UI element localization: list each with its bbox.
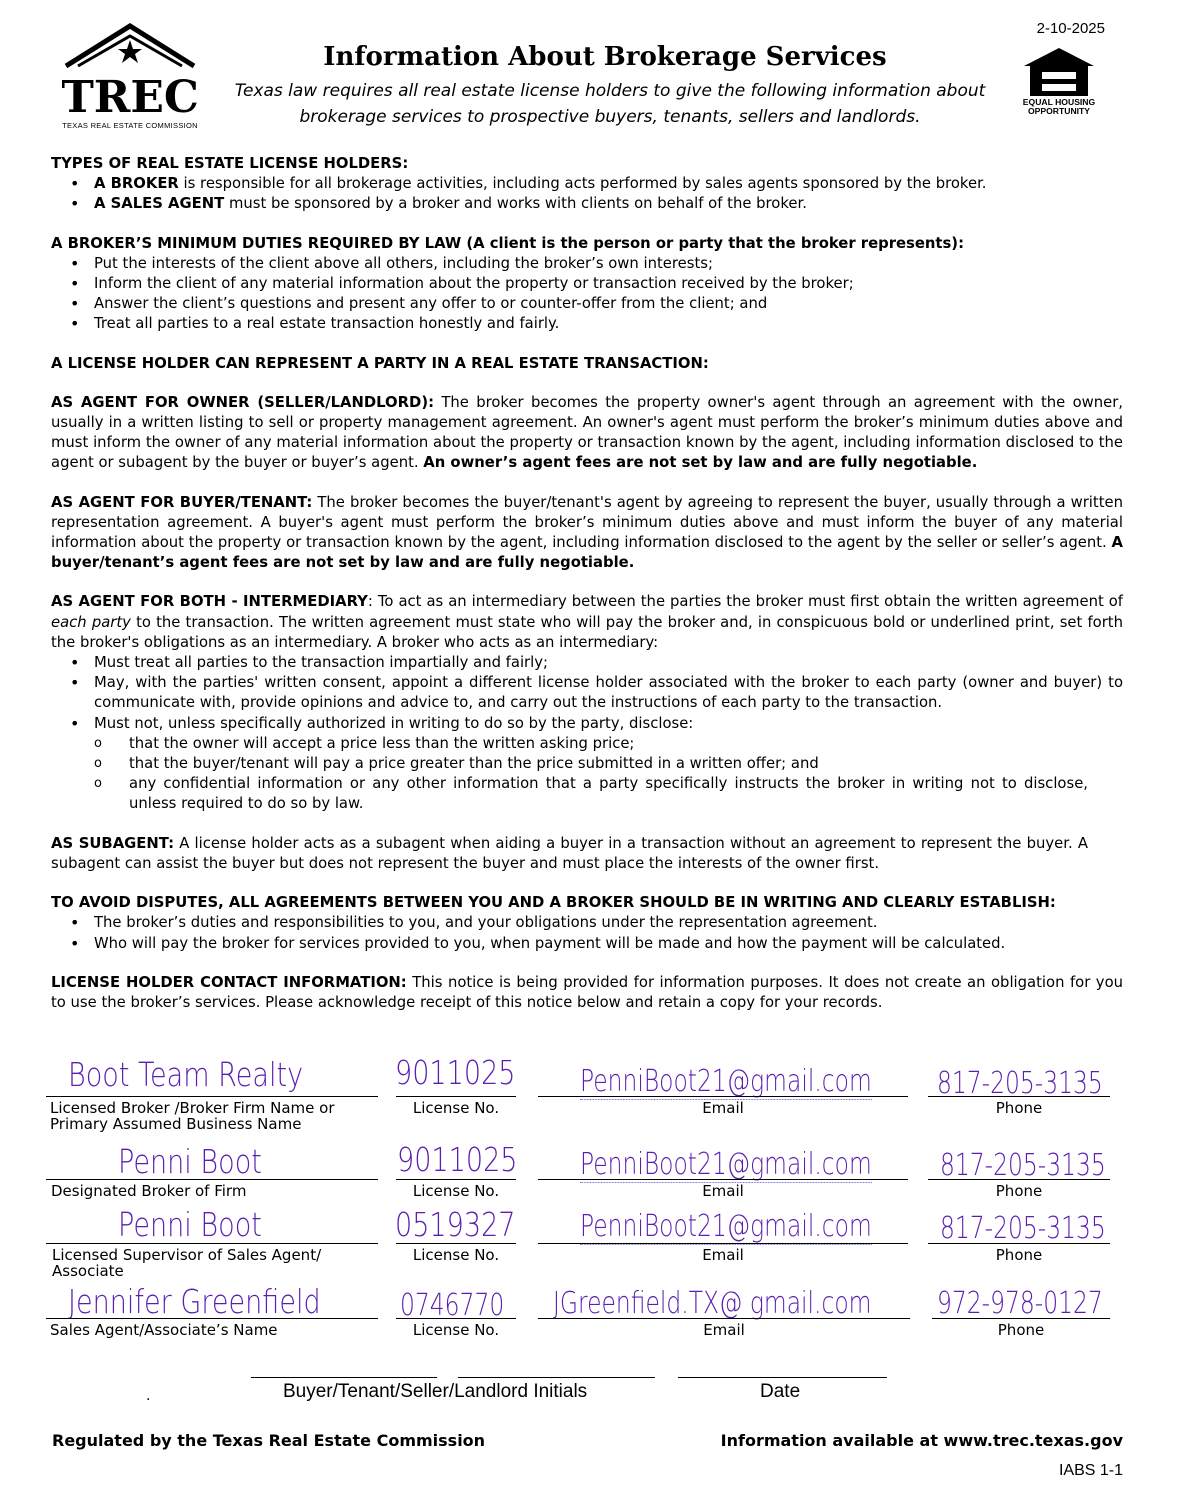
email-label: Email [702,1182,744,1200]
list-item: • The broker’s duties and responsibilities to you, and your obligations under the representation agreement. [94,913,1123,933]
sales-agent-license-value[interactable]: 0746770 [400,1288,505,1323]
svg-text:TREC: TREC [62,72,198,123]
form-date: 2-10-2025 [1036,20,1105,37]
designated-broker-license-value[interactable]: 9011025 [397,1140,518,1179]
phone-label: Phone [995,1246,1043,1264]
date-label: Date [760,1381,801,1402]
sublist-item: o that the owner will accept a price less than the written asking price; [129,734,1123,754]
page-subtitle [220,78,1000,130]
license-label: License No. [412,1099,500,1117]
trec-logo [62,22,198,132]
trec-roof-icon [62,22,198,132]
types-list [51,174,1123,214]
sales-agent-email-value[interactable]: JGreenfield.TX@ gmail.com [553,1286,872,1321]
duties-list [51,254,1123,335]
phone-label: Phone [995,1182,1043,1200]
broker-firm-license-value[interactable]: 9011025 [395,1053,516,1092]
broker-firm-name-value[interactable]: Boot Team Realty [68,1055,304,1094]
phone-label: Phone [997,1321,1045,1339]
sales-agent-name-value[interactable]: Jennifer Greenfield [68,1282,321,1321]
initials-line-1[interactable] [251,1377,437,1378]
types-heading: TYPES OF REAL ESTATE LICENSE HOLDERS: [51,155,409,172]
subagent-paragraph: AS SUBAGENT: A license holder acts as a subagent when aiding a buyer in a transaction without an agreement to represent the buyer. A subagent can assist the buyer but does not represent the buyer and must place the interests of the owner first. [51,834,1088,872]
svg-text:EQUAL HOUSING: EQUAL HOUSING [1022,97,1096,107]
list-item: • Who will pay the broker for services provided to you, when payment will be made and how the payment will be calculated. [94,934,1123,954]
sublist-item: o any confidential information or any other information that a party specifically instructs the broker in writing not to disclose, unless required to do so by law. [129,774,1123,814]
list-item: • A BROKER is responsible for all brokerage activities, including acts performed by sales agents sponsored by the broker. [94,174,1123,194]
svg-text:OPPORTUNITY: OPPORTUNITY [1027,106,1091,116]
document-body [51,154,1123,1013]
list-item: • Treat all parties to a real estate transaction honestly and fairly. [94,314,1123,334]
designated-broker-email-value[interactable]: PenniBoot21@gmail.com [580,1147,872,1182]
broker-firm-email-value[interactable]: PenniBoot21@gmail.com [580,1064,872,1099]
supervisor-phone-value[interactable]: 817-205-3135 [940,1211,1106,1246]
designated-broker-label: Designated Broker of Firm [51,1182,247,1200]
license-label: License No. [412,1246,500,1264]
supervisor-name-value[interactable]: Penni Boot [118,1205,262,1244]
sublist-item: o that the buyer/tenant will pay a price greater than the price submitted in a written offer; and [129,754,1123,774]
form-id: IABS 1-1 [1058,1462,1123,1479]
designated-broker-name-value[interactable]: Penni Boot [118,1142,262,1181]
subtitle-line-2: brokerage services to prospective buyers, tenants, sellers and landlords. [299,107,921,127]
sales-agent-label: Sales Agent/Associate’s Name [50,1321,278,1339]
email-label: Email [702,1246,744,1264]
stray-dot: . [146,1388,151,1404]
supervisor-email-value[interactable]: PenniBoot21@gmail.com [580,1209,872,1244]
broker-firm-label: Licensed Broker /Broker Firm Name or Primary Assumed Business Name [50,1099,335,1133]
duties-heading: A BROKER’S MINIMUM DUTIES REQUIRED BY LAW (A client is the person or party that the broker represents): [51,234,964,252]
subtitle-line-1: Texas law requires all real estate license holders to give the following information about [234,81,986,101]
email-label: Email [702,1099,744,1117]
disputes-heading: TO AVOID DISPUTES, ALL AGREEMENTS BETWEEN YOU AND A BROKER SHOULD BE IN WRITING AND CLEARLY ESTABLISH: [51,894,1056,912]
contact-paragraph: LICENSE HOLDER CONTACT INFORMATION: This notice is being provided for information purposes. It does not create an obligation for you to use the broker’s services. Please acknowledge receipt of this notice below and retain a copy for your records. [51,973,1123,1011]
intermediary-list [51,653,1123,815]
list-item: • A SALES AGENT must be sponsored by a broker and works with clients on behalf of the broker. [94,194,1123,214]
broker-firm-phone-value[interactable]: 817-205-3135 [937,1066,1103,1101]
list-item: • Must not, unless specifically authorized in writing to do so by the party, disclose: o that the owner will accept a price less than the written asking price; o that the buyer/tenant will pay a price greater than the price submitted in a written offer; and o any confidential information or any other information that a party specifically instructs the broker in writing not to disclose, unless required to do so by law. [94,714,1123,815]
list-item: • Answer the client’s questions and present any offer to or counter-offer from the client; and [94,294,1123,314]
license-label: License No. [412,1321,500,1339]
footer-regulated: Regulated by the Texas Real Estate Commission [52,1431,486,1450]
svg-text:TEXAS REAL ESTATE COMMISSION: TEXAS REAL ESTATE COMMISSION [62,121,198,130]
owner-agent-paragraph: AS AGENT FOR OWNER (SELLER/LANDLORD): The broker becomes the property owner's agent through an agreement with the owner, usually in a written listing to sell or property management agreement. An owner's agent must perform the broker’s minimum duties above and must inform the owner of any material information about the property or transaction known by the agent, including information disclosed to the agent or subagent by the buyer or buyer’s agent. An owner’s agent fees are not set by law and are fully negotiable. [51,393,1123,472]
list-item: • Must treat all parties to the transaction impartially and fairly; [94,653,1123,673]
intermediary-paragraph: AS AGENT FOR BOTH - INTERMEDIARY: To act as an intermediary between the parties the broker must first obtain the written agreement of each party to the transaction. The written agreement must state who will pay the broker and, in conspicuous bold or underlined print, set forth the broker's obligations as an intermediary. A broker who acts as an intermediary: [51,593,1124,651]
list-item: • May, with the parties' written consent, appoint a different license holder associated with the broker to each party (owner and buyer) to communicate with, provide opinions and advice to, and carry out the instructions of each party to the transaction. [94,673,1123,713]
designated-broker-phone-value[interactable]: 817-205-3135 [940,1148,1106,1183]
license-label: License No. [412,1182,500,1200]
email-label: Email [703,1321,745,1339]
page-title: Information About Brokerage Services [323,42,887,72]
supervisor-label: Licensed Supervisor of Sales Agent/ Associate [52,1246,322,1280]
initials-label: Buyer/Tenant/Seller/Landlord Initials [283,1381,588,1402]
buyer-agent-paragraph: AS AGENT FOR BUYER/TENANT: The broker becomes the buyer/tenant's agent by agreeing to represent the buyer, usually through a written representation agreement. A buyer's agent must perform the broker’s minimum duties above and must inform the buyer of any material information about the property or transaction known by the agent, including information disclosed to the agent by the seller or seller’s agent. A buyer/tenant’s agent fees are not set by law and are fully negotiable. [51,493,1123,572]
footer-info-link: Information available at www.trec.texas.gov [720,1431,1123,1450]
list-item: • Put the interests of the client above all others, including the broker’s own interests; [94,254,1123,274]
sales-agent-phone-value[interactable]: 972-978-0127 [937,1286,1103,1321]
represent-heading: A LICENSE HOLDER CAN REPRESENT A PARTY IN A REAL ESTATE TRANSACTION: [51,354,709,372]
phone-label: Phone [995,1099,1043,1117]
equal-housing-icon [1020,46,1098,116]
supervisor-license-value[interactable]: 0519327 [395,1205,516,1244]
list-item: • Inform the client of any material information about the property or transaction received by the broker; [94,274,1123,294]
intermediary-sublist [94,734,1123,815]
disputes-list [51,913,1123,953]
date-line[interactable] [678,1377,887,1378]
initials-line-2[interactable] [458,1377,655,1378]
